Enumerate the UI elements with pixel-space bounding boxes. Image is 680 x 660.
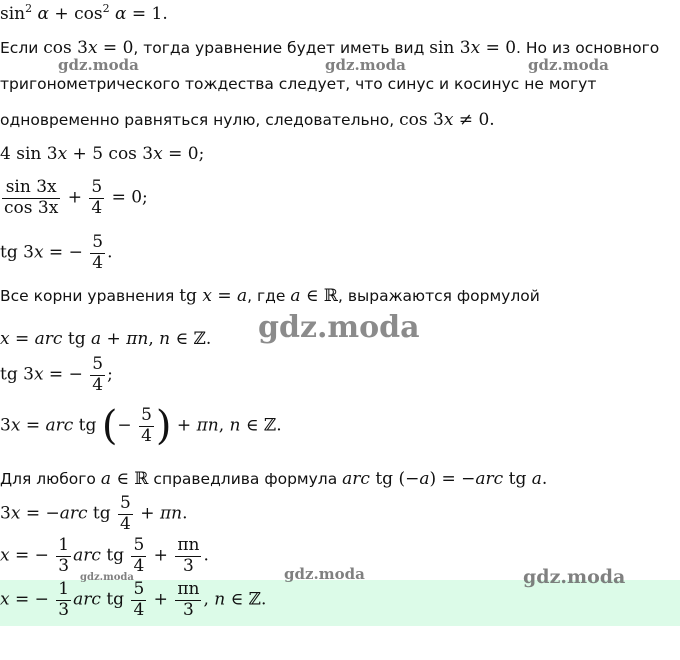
fraction-five-fourths: $\frac{5}{4}$: [91, 177, 103, 218]
equation-tan-3x-repeat: tg 3x = − $\frac{5}{4}$ ;: [0, 354, 113, 395]
equation-x-divided: x = − $\frac{1}{3}$ arc tg $\frac{5}{4}$ + $\frac{\pi n}{3}$ .: [0, 535, 209, 576]
equation-divided: $\frac{\sin 3x}{\cos 3x}$ + $\frac{5}{4}$ = 0;: [4, 177, 148, 218]
watermark-large: gdz.moda: [258, 310, 420, 345]
equation-3x-arctan: 3x = arc tg (− $\frac{5}{4}$ ) + πn, n ∈ ℤ.: [0, 403, 282, 450]
paragraph-line-2: тригонометрического тождества следует, что синус и косинус не могут: [0, 75, 597, 93]
watermark: gdz.moda: [523, 566, 626, 588]
watermark: gdz.moda: [325, 56, 406, 74]
formula-general-solution: x = arc tg a + πn, n ∈ ℤ.: [0, 329, 212, 349]
watermark: gdz.moda: [528, 56, 609, 74]
paragraph-line-3: одновременно равняться нулю, следовательно, cos 3x ≠ 0.: [0, 110, 495, 130]
watermark: gdz.moda: [80, 572, 134, 583]
watermark: gdz.moda: [284, 565, 365, 583]
final-answer: x = − $\frac{1}{3}$ arc tg $\frac{5}{4}$ + $\frac{\pi n}{3}$ , n ∈ ℤ.: [0, 579, 267, 620]
fraction-sin-over-cos: $\frac{\sin 3x}{\cos 3x}$: [4, 177, 59, 218]
paragraph-line-1: Если cos 3x = 0, тогда уравнение будет иметь вид sin 3x = 0. Но из основного: [0, 38, 660, 58]
watermark: gdz.moda: [58, 56, 139, 74]
equation-3x-negative: 3x = −arc tg $\frac{5}{4}$ + πn.: [0, 493, 188, 534]
identity-formula: $\sin^2 \alpha + \cos^2 \alpha = 1$.: [0, 2, 168, 24]
paragraph-odd-formula: Для любого a ∈ ℝ справедлива формула arc tg (−a) = −arc tg a.: [0, 469, 548, 489]
equation-sin-cos: 4 sin 3x + 5 cos 3x = 0;: [0, 144, 205, 164]
equation-tan-3x: tg 3x = − $\frac{5}{4}$ .: [0, 232, 113, 273]
paragraph-roots: Все корни уравнения tg x = a, где a ∈ ℝ, выражаются формулой: [0, 286, 540, 306]
